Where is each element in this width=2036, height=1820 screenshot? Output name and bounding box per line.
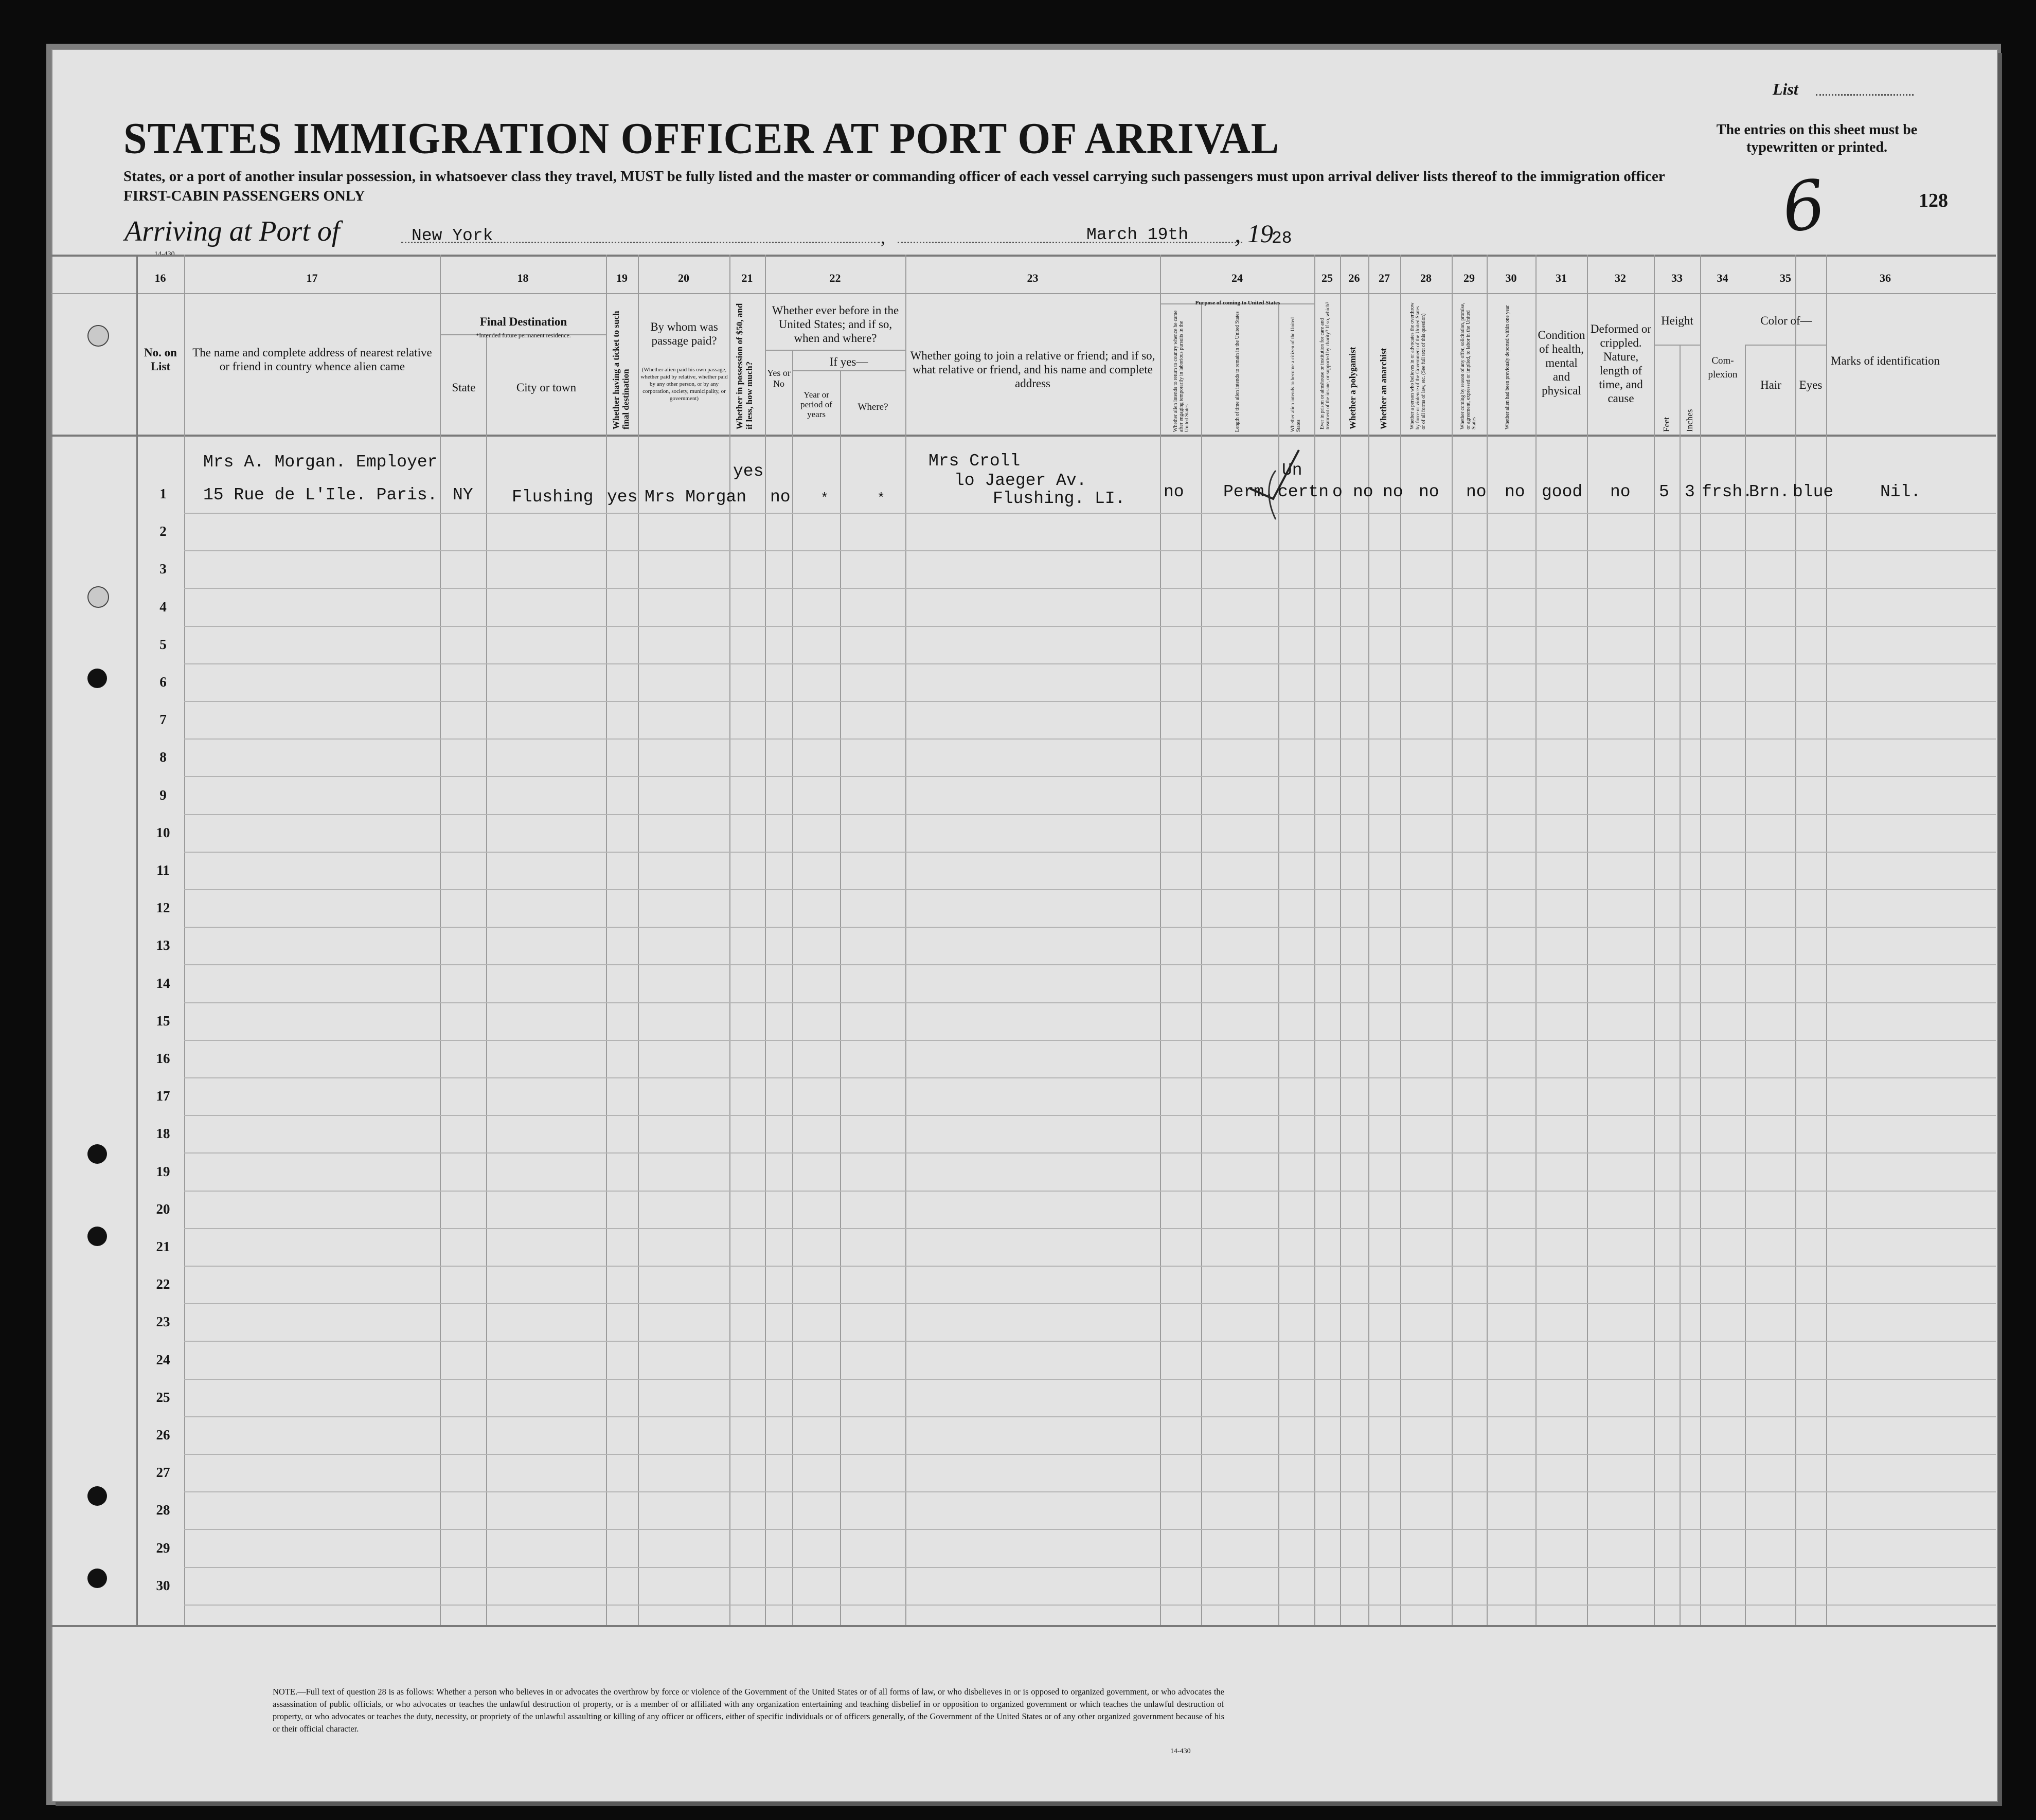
- header-paid-by-note: (Whether alien paid his own passage, whether paid by relative, whether paid by any other person, or by any corporation, society, municipality, or government): [640, 367, 728, 402]
- row-line: [184, 889, 1996, 890]
- col-line: [1160, 255, 1161, 1625]
- hair-value: Brn.: [1749, 482, 1790, 501]
- column-number: 33: [1671, 272, 1683, 284]
- row-line: [184, 776, 1996, 777]
- colnum-line: [51, 293, 1996, 294]
- header-return: Whether alien intends to return to country whence he came after engaging temporarily in laborious pursuits in the United States: [1173, 310, 1190, 432]
- col-line: [184, 255, 185, 1625]
- header-eyes: Eyes: [1799, 379, 1823, 391]
- header-citizen: Whether alien intends to become a citizen of the United States: [1290, 317, 1301, 432]
- column-number: 18: [517, 272, 529, 284]
- row-number: 22: [156, 1276, 170, 1292]
- col-line: [840, 370, 841, 1625]
- table-bottom-line: [51, 1625, 1996, 1627]
- row-line: [184, 1266, 1996, 1267]
- row-number: 18: [156, 1126, 170, 1142]
- list-line: [1816, 94, 1914, 96]
- header-marks: Marks of identification: [1830, 354, 1940, 367]
- subhead-line: [1654, 345, 1700, 346]
- relative-line-2: 15 Rue de L'Ile. Paris.: [203, 485, 438, 504]
- manifest-sheet: [51, 49, 1998, 1802]
- header-join-relative: Whether going to join a relative or friend; and if so, what relative or friend, and his name and complete address: [910, 349, 1155, 390]
- header-height: Height: [1661, 314, 1693, 327]
- binding-hole: [87, 1227, 107, 1246]
- polygamist-value: no: [1353, 482, 1373, 501]
- header-state: State: [452, 381, 476, 394]
- row-line: [184, 1303, 1996, 1304]
- city-value: Flushing: [512, 488, 594, 507]
- header-if-yes: If yes—: [829, 355, 868, 368]
- where-value: *: [877, 491, 885, 506]
- row-number: 15: [156, 1013, 170, 1029]
- footer-form-number: 14-430: [1170, 1747, 1191, 1755]
- footer-note: NOTE.—Full text of question 28 is as follows: Whether a person who believes in or advocates the overthrow by force or violence of the Government of the United States or of all forms of law, or who disbelieves in or is opposed to organized government, or who advocates the assassination of public officials, or who advocates or teaches the unlawful destruction of property, or is a member of or affiliated with any organization entertaining and teaching disbelief in or opposition to organized government or which teaches the unlawful destruction of property, or who advocates or teaches the duty, necessity, or propriety of the unlawful assaulting or killing of any officer or officers, either of specific individuals or of officers generally, of the Government of the United States or of any other organized government because of his or their official character.: [273, 1687, 1224, 1734]
- col-line: [792, 350, 793, 1625]
- row-line: [184, 927, 1996, 928]
- return-value: no: [1164, 482, 1184, 501]
- row-line: [184, 1529, 1996, 1530]
- paid-by-value: Mrs Morgan: [645, 488, 747, 507]
- header-feet: Feet: [1662, 417, 1671, 432]
- header-labor: Whether coming by reason of any offer, solicitation, promise, or agreement, expressed or implied, to labor in the United States: [1460, 302, 1477, 429]
- row-number: 11: [156, 862, 170, 878]
- row-number: 30: [156, 1577, 170, 1593]
- join-line-2: lo Jaeger Av.: [954, 471, 1087, 490]
- row-number: 10: [156, 824, 170, 840]
- header-complexion: Com-plexion: [1708, 355, 1738, 380]
- row-number: 29: [156, 1540, 170, 1556]
- col-line: [638, 255, 639, 1625]
- header-health: Condition of health, mental and physical: [1538, 329, 1585, 397]
- column-number: 17: [306, 272, 318, 284]
- binding-hole: [87, 586, 109, 608]
- money-value: yes: [733, 462, 764, 481]
- anarchist-value: no: [1383, 482, 1403, 501]
- page-title: STATES IMMIGRATION OFFICER AT PORT OF ARRIVAL: [123, 113, 1280, 163]
- header-deformed: Deformed or crippled. Nature, length of time, and cause: [1590, 322, 1652, 405]
- eyes-value: blue: [1793, 482, 1834, 501]
- column-number: 27: [1379, 272, 1390, 284]
- row-number: 7: [159, 712, 167, 728]
- col-line: [1654, 255, 1655, 1625]
- col-line: [1700, 255, 1701, 1625]
- comma: ,: [881, 227, 885, 247]
- header-color: Color of—: [1760, 314, 1812, 327]
- row-number: 28: [156, 1502, 170, 1518]
- row-number: 12: [156, 900, 170, 916]
- subhead-line: [1745, 345, 1826, 346]
- binding-hole: [87, 669, 107, 688]
- header-anarchist: Whether an anarchist: [1379, 348, 1388, 429]
- row-number: 19: [156, 1163, 170, 1179]
- row-number: 24: [156, 1352, 170, 1367]
- column-number: 31: [1556, 272, 1567, 284]
- arriving-label: Arriving at Port of: [124, 215, 340, 247]
- col-line: [1680, 345, 1681, 1625]
- deformed-value: no: [1610, 482, 1631, 501]
- row-line: [184, 1605, 1996, 1606]
- header-inches: Inches: [1685, 409, 1694, 432]
- q28-value: no: [1419, 482, 1439, 501]
- column-number: 28: [1420, 272, 1432, 284]
- col-line: [486, 334, 487, 1625]
- header-before-yes-no: Yes or No: [767, 368, 791, 389]
- feet-value: 5: [1659, 482, 1669, 501]
- state-value: NY: [453, 485, 473, 504]
- row-number: 26: [156, 1427, 170, 1443]
- col-line: [1795, 255, 1796, 1625]
- header-ticket: Whether having a ticket to such final destination: [611, 311, 631, 429]
- row-number: 20: [156, 1201, 170, 1217]
- row-line: [184, 626, 1996, 627]
- row-line: [184, 550, 1996, 551]
- health-value: good: [1542, 482, 1583, 501]
- row-number: 23: [156, 1314, 170, 1330]
- column-number: 16: [154, 272, 166, 284]
- row-number: 17: [156, 1088, 170, 1104]
- check-mark-icon: [1245, 442, 1307, 525]
- column-number: 26: [1348, 272, 1360, 284]
- relative-line-1: Mrs A. Morgan. Employer: [203, 453, 438, 472]
- row-line: [184, 1002, 1996, 1003]
- date-value: March 19th: [1086, 225, 1189, 244]
- column-number: 36: [1880, 272, 1891, 284]
- list-label: List: [1773, 80, 1798, 98]
- header-question-28: Whether a person who believes in or advocates the overthrow by force or violence of the Government of the United States or of all forms of law, etc. (See full text of this question): [1409, 302, 1426, 429]
- row-line: [184, 852, 1996, 853]
- row-number: 16: [156, 1051, 170, 1066]
- row-line: [184, 588, 1996, 589]
- col-line: [1452, 255, 1453, 1625]
- join-line-1: Mrs Croll: [928, 452, 1021, 471]
- row-line: [184, 814, 1996, 815]
- col-line: [1487, 255, 1488, 1625]
- column-number: 35: [1780, 272, 1791, 284]
- row-number: 13: [156, 938, 170, 953]
- header-hair: Hair: [1760, 379, 1781, 391]
- col-line: [1745, 345, 1746, 1625]
- row-line: [184, 1341, 1996, 1342]
- years-value: *: [820, 491, 829, 506]
- column-number: 34: [1717, 272, 1728, 284]
- column-number: 19: [616, 272, 628, 284]
- row-line: [184, 513, 1996, 514]
- binding-hole: [87, 1569, 107, 1588]
- row-line: [184, 1454, 1996, 1455]
- col-line: [1314, 255, 1315, 1625]
- row-number: 27: [156, 1465, 170, 1481]
- header-length: Length of time alien intends to remain in the United States: [1235, 311, 1240, 432]
- row-line: [184, 701, 1996, 702]
- header-final-destination-note: *Intended future permanent residence.: [476, 332, 571, 339]
- row-line: [184, 1491, 1996, 1492]
- prison-value: o: [1332, 482, 1343, 501]
- header-city: City or town: [516, 381, 577, 394]
- row-line: [184, 1077, 1996, 1078]
- form-number-top: 14-430: [154, 250, 175, 258]
- inches-value: 3: [1685, 482, 1695, 501]
- col-line: [1340, 255, 1341, 1625]
- row-number: 1: [159, 486, 167, 501]
- header-final-destination: Final Destination: [479, 315, 567, 328]
- date-line: [898, 242, 1242, 243]
- column-number: 22: [829, 272, 841, 284]
- header-bottom-line: [51, 435, 1996, 437]
- row-line: [184, 1152, 1996, 1154]
- handwritten-number: 6: [1777, 164, 1830, 248]
- header-prison: Ever in prison or almshouse or institution for care and treatment of the insane, or supported by charity? If so, which?: [1319, 301, 1331, 429]
- col-line: [765, 255, 766, 1625]
- col-line: [1826, 255, 1827, 1625]
- row-number: 2: [159, 524, 167, 539]
- col-line: [136, 255, 138, 1625]
- row-number: 4: [159, 599, 167, 615]
- header-money: Whether in possession of $50, and if less, how much?: [735, 303, 754, 429]
- row-number: 6: [159, 674, 167, 690]
- length-value: Perm.: [1223, 482, 1275, 501]
- row-number: 5: [159, 636, 167, 652]
- port-value: New York: [412, 226, 493, 245]
- col-line: [1587, 255, 1588, 1625]
- row-number: 3: [159, 561, 167, 577]
- column-number: 25: [1321, 272, 1333, 284]
- row-number: 21: [156, 1239, 170, 1254]
- class-line: FIRST-CABIN PASSENGERS ONLY: [123, 188, 365, 204]
- header-list-number: No. on List: [144, 346, 177, 373]
- row-line: [184, 1115, 1996, 1116]
- column-number: 32: [1615, 272, 1626, 284]
- deported-value: no: [1505, 482, 1525, 501]
- row-number: 9: [159, 787, 167, 803]
- column-number: 30: [1505, 272, 1517, 284]
- col-line: [729, 255, 730, 1625]
- before-us-value: no: [770, 488, 791, 507]
- header-before-us: Whether ever before in the United States; and if so, when and where?: [772, 304, 899, 345]
- row-line: [184, 1416, 1996, 1417]
- row-number: 8: [159, 749, 167, 765]
- row-line: [184, 738, 1996, 740]
- column-number: 21: [741, 272, 753, 284]
- row-line: [184, 1379, 1996, 1380]
- header-deported: Whether alien had been previously deported within one year: [1505, 305, 1510, 429]
- col-line: [1400, 255, 1401, 1625]
- row-line: [184, 1567, 1996, 1568]
- column-number: 24: [1231, 272, 1243, 284]
- row-number: 25: [156, 1389, 170, 1405]
- column-number: 29: [1463, 272, 1475, 284]
- col-line: [905, 255, 906, 1625]
- row-line: [184, 1040, 1996, 1041]
- row-line: [184, 1228, 1996, 1229]
- column-number: 20: [678, 272, 689, 284]
- binding-hole: [87, 1144, 107, 1164]
- instruction-text: States, or a port of another insular possession, in whatsoever class they travel, MUST be fully listed and the master or commanding officer of each vessel carrying such passengers must upon arrival deliver lists thereof to the immigration officer: [123, 168, 1665, 185]
- row-line: [184, 1191, 1996, 1192]
- col-line: [440, 255, 441, 1625]
- col-line: [606, 255, 607, 1625]
- subhead-line: [765, 350, 905, 351]
- row-line: [184, 964, 1996, 965]
- header-paid-by: By whom was passage paid?: [650, 320, 718, 347]
- row-line: [184, 663, 1996, 664]
- complexion-value: frsh.: [1702, 482, 1753, 501]
- labor-value: no: [1466, 482, 1487, 501]
- header-polygamist: Whether a polygamist: [1348, 347, 1358, 429]
- binding-hole: [87, 325, 109, 347]
- binding-hole: [87, 1486, 107, 1506]
- subhead-line: [792, 370, 905, 371]
- header-relative: The name and complete address of nearest relative or friend in country whence alien came: [192, 346, 432, 373]
- citizen-value: certn: [1278, 482, 1329, 501]
- year-suffix: 28: [1272, 229, 1292, 248]
- header-years: Year or period of years: [800, 390, 832, 419]
- col-line: [1535, 255, 1537, 1625]
- header-where: Where?: [858, 402, 888, 412]
- marks-value: Nil.: [1880, 482, 1921, 501]
- sheet-number: 128: [1919, 190, 1948, 211]
- row-number: 14: [156, 975, 170, 991]
- year-prefix: , 19: [1235, 219, 1273, 248]
- header-purpose: Purpose of coming to United States: [1195, 300, 1280, 306]
- column-number: 23: [1027, 272, 1039, 284]
- join-line-3: Flushing. LI.: [993, 489, 1126, 508]
- citizen-value-top: Un: [1282, 461, 1302, 480]
- col-line: [1368, 255, 1369, 1625]
- ticket-value: yes: [607, 488, 638, 507]
- typed-note: The entries on this sheet must be typewritten or printed.: [1716, 122, 1918, 155]
- table-top-line: [51, 255, 1996, 257]
